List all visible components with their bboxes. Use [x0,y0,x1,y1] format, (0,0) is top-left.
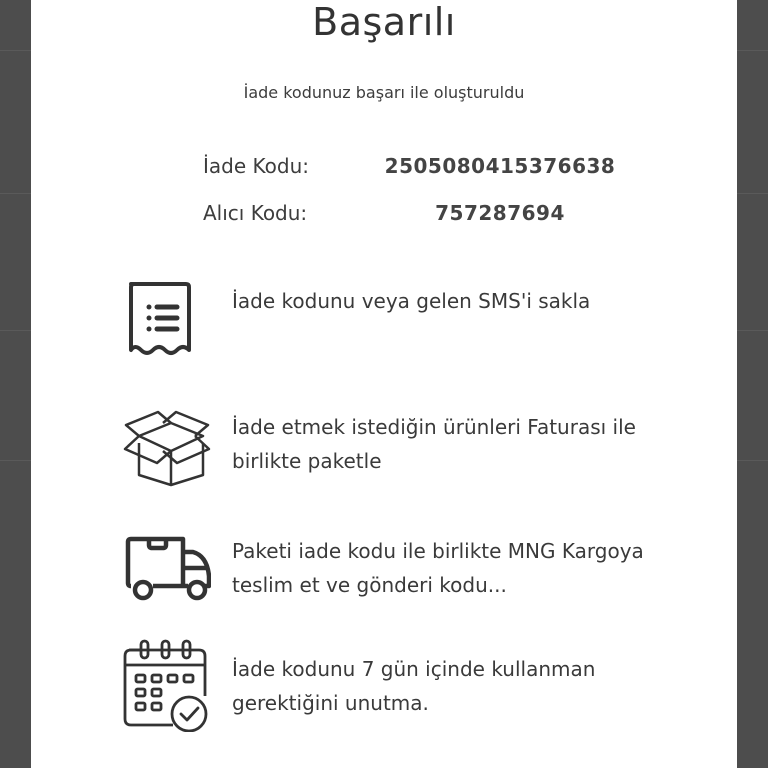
overlay-divider [737,193,768,194]
calendar-check-icon [111,632,211,732]
overlay-divider [0,50,31,51]
return-code-value: 2505080415376638 [384,154,616,178]
return-code-label: İade Kodu: [203,154,309,178]
return-code-row [31,154,737,184]
overlay-divider [0,460,31,461]
step-text: İade kodunu veya gelen SMS'i sakla [232,289,591,313]
overlay-divider [737,330,768,331]
overlay-divider [0,193,31,194]
recipient-code-row [31,201,737,231]
step-text: İade etmek istediğin ürünleri Faturası ile birlikte paketle [232,415,636,473]
delivery-truck-icon [111,515,211,615]
modal-subtitle: İade kodunuz başarı ile oluşturuldu [243,83,525,102]
overlay-divider [737,460,768,461]
receipt-icon [111,270,211,370]
overlay-divider [0,330,31,331]
overlay-divider [737,50,768,51]
step-text: İade kodunu 7 gün içinde kullanman gerektiğini unutma. [232,657,596,715]
recipient-code-value: 757287694 [435,201,565,225]
recipient-code-label: Alıcı Kodu: [203,201,308,225]
modal-title: Başarılı [312,0,456,44]
success-modal [31,0,737,768]
step-text: Paketi iade kodu ile birlikte MNG Kargoya teslim et ve gönderi kodu... [232,539,644,597]
open-box-icon [111,393,211,493]
